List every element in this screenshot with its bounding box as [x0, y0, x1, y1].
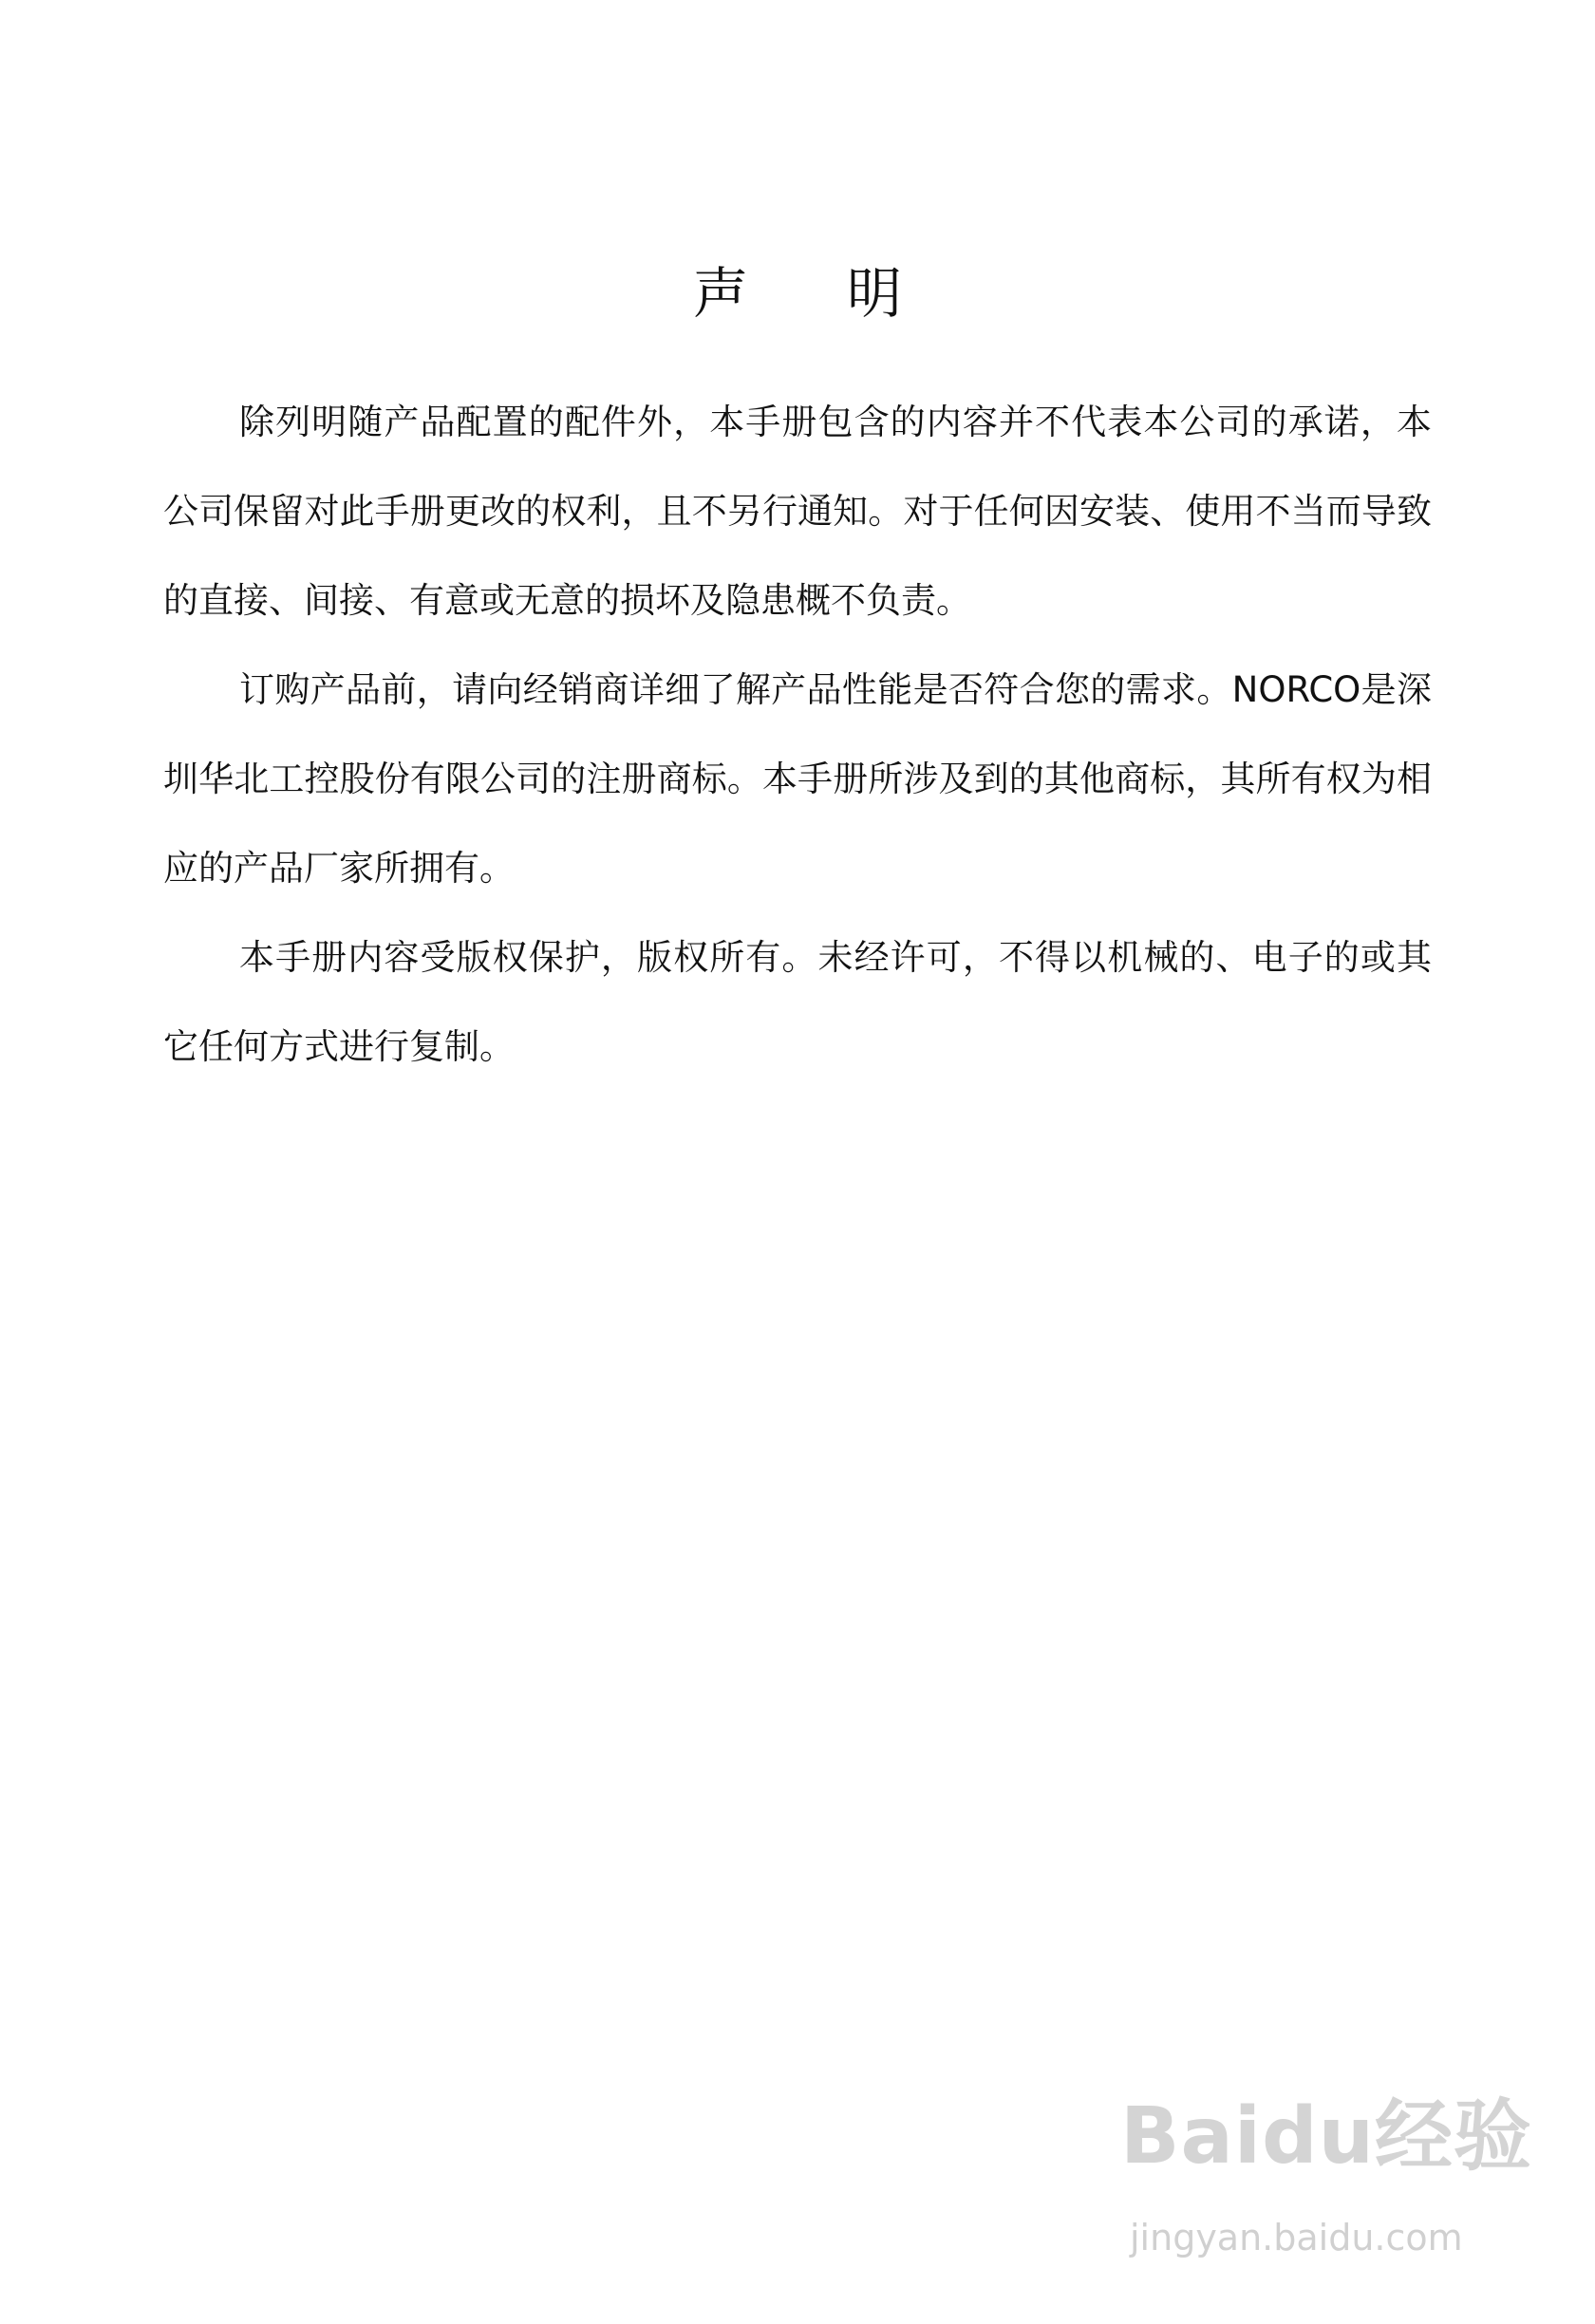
watermark-logo: Baidu经验 — [1120, 2091, 1533, 2182]
paragraph-copyright: 本手册内容受版权保护，版权所有。未经许可，不得以机械的、电子的或其它任何方式进行复制。 — [163, 937, 1432, 1067]
baidu-watermark — [1120, 2074, 1533, 2264]
paragraph-trademark: 订购产品前，请向经销商详细了解产品性能是否符合您的需求。NORCO是深圳华北工控股份有限公司的注册商标。本手册所涉及到的其他商标，其所有权为相应的产品厂家所拥有。 — [163, 669, 1432, 889]
watermark-url: jingyan.baidu.com — [1130, 2217, 1463, 2258]
paragraph-disclaimer: 除列明随产品配置的配件外，本手册包含的内容并不代表本公司的承诺，本公司保留对此手册更改的权利，且不另行通知。对于任何因安装、使用不当而导致的直接、间接、有意或无意的损坏及隐患概不负责。 — [163, 402, 1432, 621]
title-char-1: 声 — [692, 261, 748, 326]
title-char-2: 明 — [847, 261, 903, 326]
page-title — [0, 249, 1595, 328]
document-body — [163, 378, 1432, 1092]
